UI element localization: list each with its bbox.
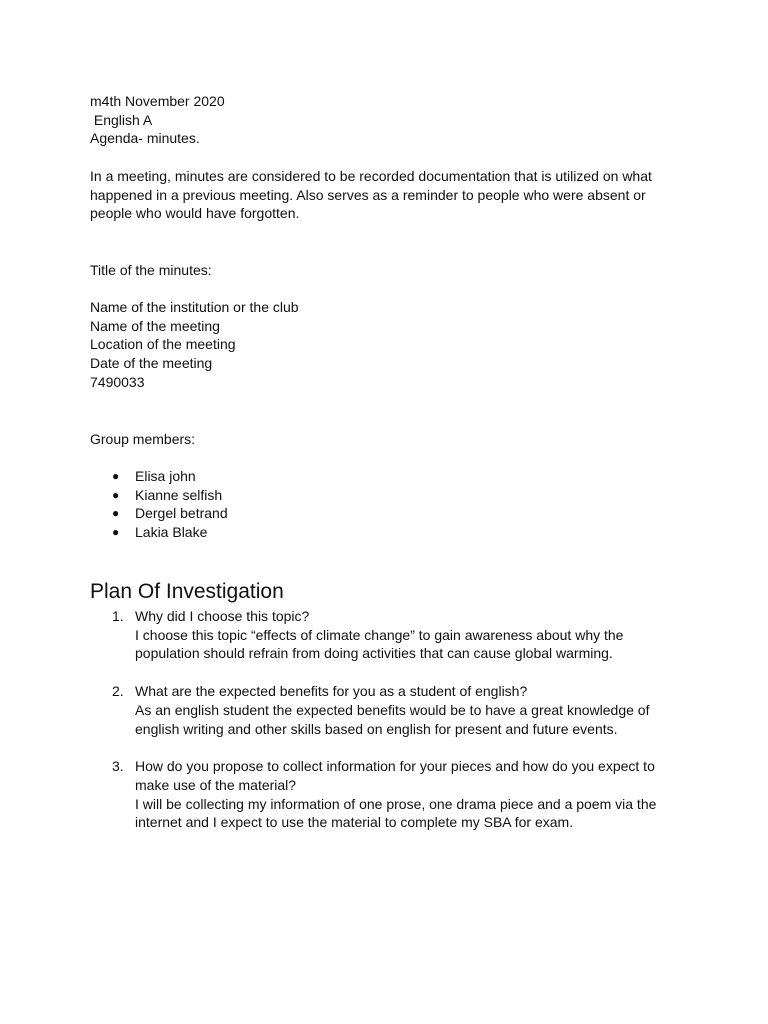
- plan-answer: I will be collecting my information of one prose, one drama piece and a poem via the internet and I expect to use the material to complete my SBA for exam.: [135, 795, 657, 831]
- intro-paragraph: [90, 167, 662, 223]
- item-number: 2.: [112, 683, 124, 700]
- title-item: Date of the meeting: [90, 355, 213, 372]
- title-section-label: Title of the minutes:: [90, 262, 212, 278]
- list-item: [90, 757, 660, 832]
- item-number: 1.: [112, 608, 124, 624]
- title-item: Name of the institution or the club: [90, 299, 299, 315]
- document-header: [90, 92, 680, 148]
- plan-question: Why did I choose this topic?: [135, 608, 310, 624]
- header-date: m4th November 2020: [90, 93, 225, 109]
- member-name: Dergel betrand: [135, 505, 228, 522]
- plan-heading: Plan Of Investigation: [90, 580, 284, 603]
- group-members-list-wrapper: [90, 467, 680, 542]
- title-item: 7490033: [90, 373, 145, 390]
- list-item: [90, 607, 660, 663]
- list-item: [90, 523, 680, 542]
- group-section: [90, 430, 680, 449]
- member-name: Lakia Blake: [135, 524, 208, 541]
- list-item: [90, 486, 680, 505]
- plan-list: [90, 607, 660, 832]
- title-item: Name of the meeting: [90, 317, 220, 334]
- title-item: Location of the meeting: [90, 336, 236, 353]
- member-name: Kianne selfish: [135, 486, 223, 503]
- plan-answer: I choose this topic “effects of climate change” to gain awareness about why the population should refrain from doing activities that can cause global warming.: [135, 626, 624, 662]
- group-members-list: [90, 467, 680, 542]
- intro-text: In a meeting, minutes are considered to be recorded documentation that is utilized on what happened in a previous meeting. Also serves as a reminder to people who were absent or people who would have forgotten.: [90, 168, 652, 222]
- list-item: [90, 682, 660, 738]
- header-agenda: Agenda- minutes.: [90, 130, 200, 147]
- list-item: [90, 504, 680, 523]
- plan-list-wrapper: [90, 607, 660, 851]
- header-subject: English A: [90, 111, 153, 128]
- bullet-icon: ●: [112, 469, 120, 483]
- title-items: [90, 298, 680, 392]
- plan-question: How do you propose to collect information for your pieces and how do you expect to make use of the material?: [135, 758, 655, 793]
- list-item: [90, 467, 680, 486]
- member-name: Elisa john: [135, 468, 196, 484]
- plan-question: What are the expected benefits for you as a student of english?: [135, 683, 528, 700]
- bullet-icon: ●: [112, 525, 120, 540]
- bullet-icon: ●: [112, 506, 120, 521]
- item-number: 3.: [112, 758, 124, 775]
- title-section: [90, 261, 680, 280]
- group-label: Group members:: [90, 431, 196, 447]
- plan-answer: As an english student the expected benefits would be to have a great knowledge of english writing and other skills based on english for present and future events.: [135, 701, 650, 737]
- bullet-icon: ●: [112, 487, 120, 502]
